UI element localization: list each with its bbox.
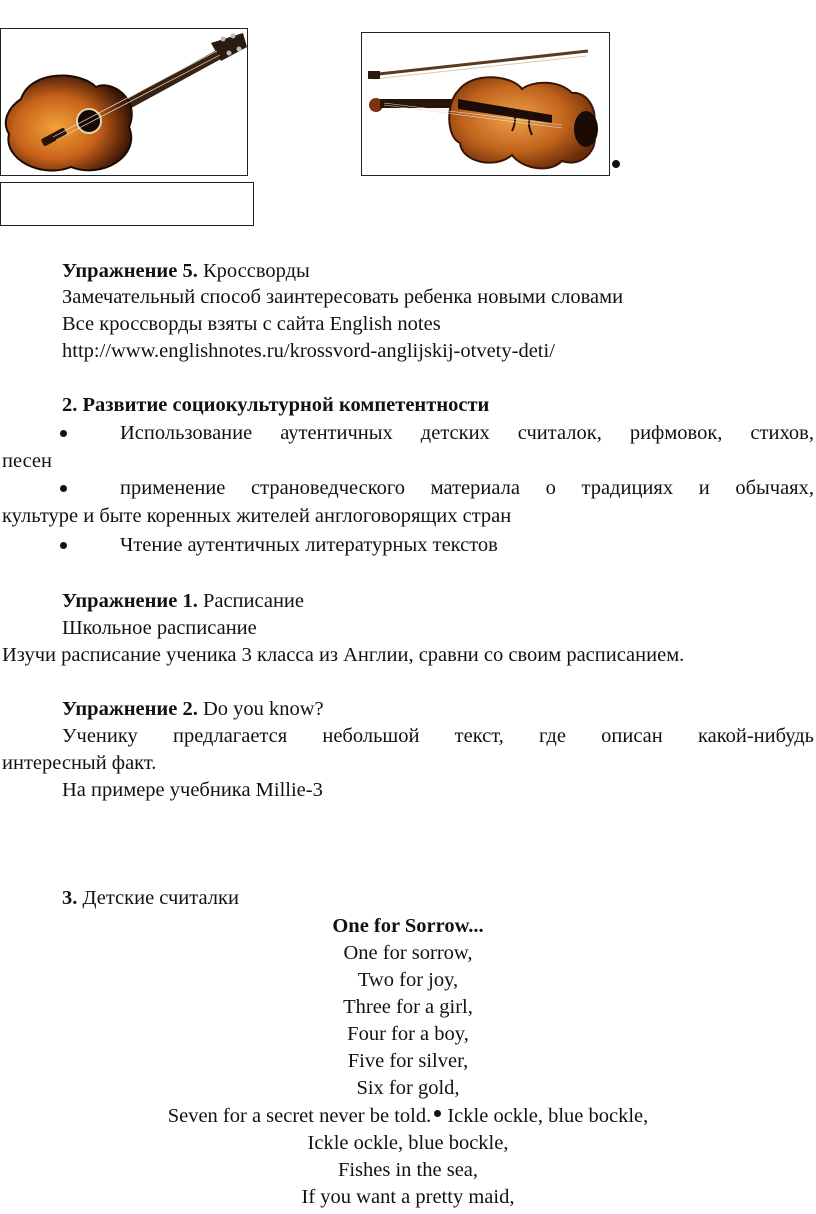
- section2-bullet3-line1: Чтение аутентичных литературных текстов: [120, 534, 498, 556]
- ex1-line2: Изучи расписание ученика 3 класса из Англии, сравни со своим расписанием.: [2, 644, 685, 666]
- section2-bullet1-line1: Использование аутентичных детских считалок, рифмовок, стихов,: [120, 422, 814, 444]
- section2-bullet1-line2: песен: [2, 450, 52, 472]
- section2-heading: 2. Развитие социокультурной компетентности: [62, 394, 490, 416]
- ex5-line2: Все кроссворды взяты с сайта English notes: [62, 313, 441, 335]
- ex2-line3: На примере учебника Millie-3: [62, 779, 323, 801]
- section2-bullet2-line2: культуре и быте коренных жителей англоговорящих стран: [2, 505, 512, 527]
- bullet-dot-3: [60, 542, 67, 549]
- bullet-dot-2: [60, 485, 67, 492]
- poem-line-7: Seven for a secret never be told. Ickle ockle, blue bockle,: [167, 1105, 649, 1127]
- bullet-dot-1: [60, 430, 67, 437]
- poem-line: Five for silver,: [347, 1050, 469, 1072]
- ex1-title: Упражнение 1. Расписание: [62, 590, 304, 612]
- ex1-line1: Школьное расписание: [62, 617, 257, 639]
- ex5-title: Упражнение 5. Кроссворды: [62, 260, 310, 282]
- ex2-title: Упражнение 2. Do you know?: [62, 698, 324, 720]
- section3-heading: 3. Детские считалки: [62, 887, 239, 909]
- poem-line: Six for gold,: [356, 1077, 460, 1099]
- poem-line: If you want a pretty maid,: [301, 1186, 515, 1208]
- poem-line: Four for a boy,: [347, 1023, 469, 1045]
- ex5-link[interactable]: http://www.englishnotes.ru/krossvord-anglijskij-otvety-deti/: [62, 340, 555, 362]
- violin-icon: [362, 33, 609, 175]
- poem-line: One for sorrow,: [343, 942, 473, 964]
- poem-title: One for Sorrow...: [332, 915, 484, 937]
- ex2-line1: Ученику предлагается небольшой текст, где описан какой-нибудь: [62, 725, 814, 747]
- poem-line: Fishes in the sea,: [337, 1159, 479, 1181]
- poem-line: Ickle ockle, blue bockle,: [307, 1132, 509, 1154]
- empty-caption-box: [0, 182, 254, 226]
- ex5-line1: Замечательный способ заинтересовать ребенка новыми словами: [62, 286, 624, 308]
- poem-line: Two for joy,: [357, 969, 459, 991]
- ex2-line2: интересный факт.: [2, 752, 157, 774]
- inline-bullet-mark: [434, 1110, 441, 1117]
- poem-line: Three for a girl,: [343, 996, 473, 1018]
- guitar-image-frame: [0, 28, 248, 176]
- stray-bullet-mark: [612, 160, 620, 168]
- guitar-icon: [1, 29, 247, 175]
- violin-image-frame: [361, 32, 610, 176]
- section2-bullet2-line1: применение страноведческого материала о традициях и обычаях,: [120, 477, 814, 499]
